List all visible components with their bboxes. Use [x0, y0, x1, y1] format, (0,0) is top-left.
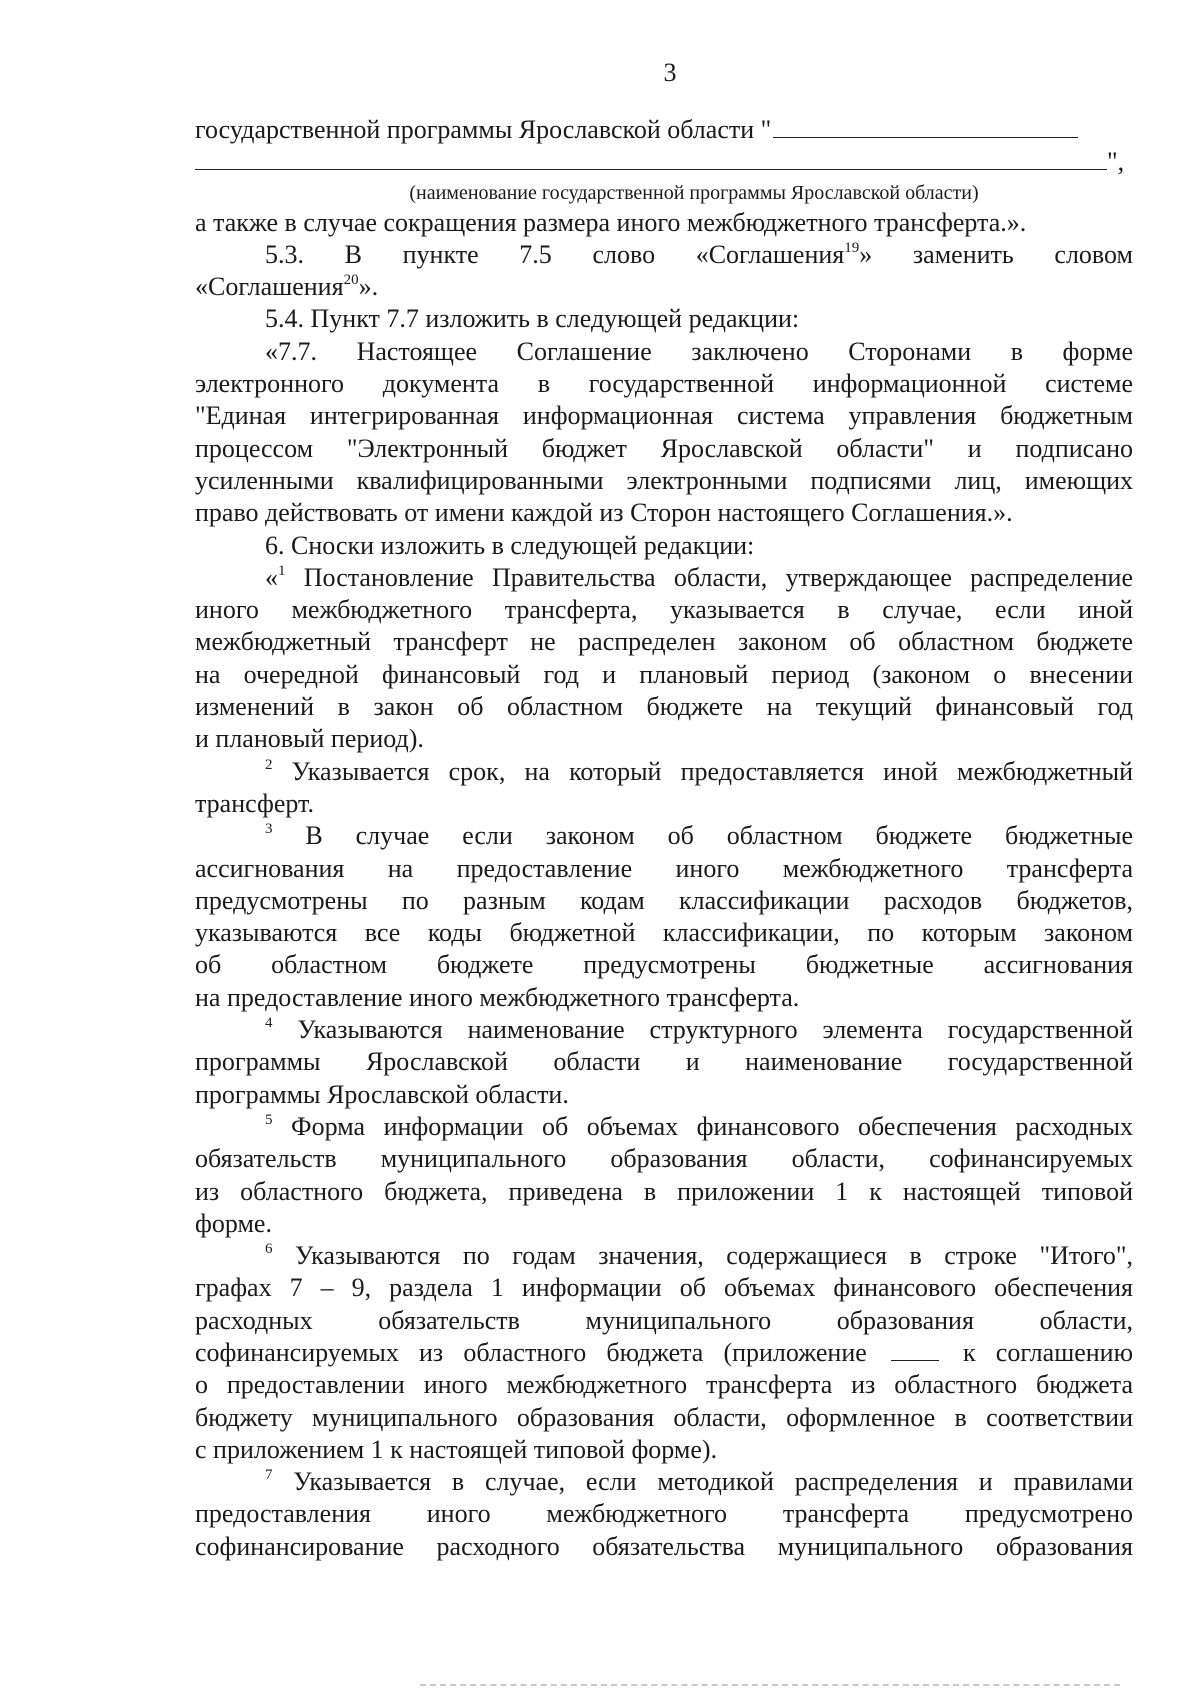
- footnote-mark: 3: [265, 821, 273, 838]
- program-name-blank: [773, 115, 1078, 138]
- text-line: на очередной финансовый год и плановый период (законом о внесении: [195, 659, 1133, 689]
- paragraph-5-3: 5.3. В пункте 7.5 слово «Соглашения$^{19}$» заменить словом: [265, 239, 1133, 269]
- program-name-blank-continued: [195, 159, 1107, 170]
- text-line: электронного документа в государственной информационной системе: [195, 369, 1133, 399]
- text-line: бюджету муниципального образования области, оформленное в соответствии: [195, 1402, 1133, 1432]
- text-line: право действовать от имени каждой из Сторон настоящего Соглашения.».: [195, 498, 1013, 528]
- footnote-ref: 19: [844, 239, 860, 256]
- text-line: государственной программы Ярославской области ": [195, 114, 1133, 146]
- text-line: графах 7 – 9, раздела 1 информации об объемах финансового обеспечения: [195, 1273, 1133, 1303]
- footnote-mark: 5: [265, 1111, 273, 1128]
- text-line: софинансируемых из областного бюджета (приложение к соглашению: [195, 1337, 1134, 1367]
- text-line: иного межбюджетного трансферта, указывается в случае, если иной: [195, 595, 1133, 625]
- text-line: а также в случае сокращения размера иного межбюджетного трансферта.».: [195, 207, 1027, 237]
- text-line: межбюджетный трансферт не распределен законом об областном бюджете: [195, 627, 1133, 657]
- paragraph-7-7: «7.7. Настоящее Соглашение заключено Сторонами в форме: [265, 336, 1133, 366]
- footnote-mark: 7: [265, 1467, 273, 1484]
- footnote-7: $^7$ Указывается в случае, если методикой распределения и правилами: [265, 1467, 1133, 1497]
- text-line: изменений в закон об областном бюджете на текущий финансовый год: [195, 692, 1133, 722]
- footnote-mark: 6: [265, 1241, 273, 1258]
- footnote-mark: 1: [278, 562, 286, 579]
- footnote-1: «$^1$ Постановление Правительства области, утверждающее распределение: [265, 562, 1133, 592]
- text-line: "Единая интегрированная информационная система управления бюджетным: [195, 401, 1133, 431]
- text-line: и плановый период).: [195, 724, 424, 754]
- text-line: об областном бюджете предусмотрены бюджетные ассигнования: [195, 950, 1133, 980]
- text-line: процессом "Электронный бюджет Ярославской области" и подписано: [195, 433, 1133, 463]
- footnote-4: $^4$ Указываются наименование структурного элемента государственной: [265, 1015, 1133, 1045]
- text-line: программы Ярославской области.: [195, 1079, 569, 1109]
- text-line: обязательств муниципального образования области, софинансируемых: [195, 1144, 1133, 1174]
- footnote-3: $^3$ В случае если законом об областном бюджете бюджетные: [265, 821, 1133, 851]
- text-line: из областного бюджета, приведена в приложении 1 к настоящей типовой: [195, 1176, 1133, 1206]
- text-line: ",: [195, 146, 1133, 178]
- text-line: о предоставлении иного межбюджетного трансферта из областного бюджета: [195, 1370, 1133, 1400]
- text-line: расходных обязательств муниципального образования области,: [195, 1305, 1133, 1335]
- text-line: с приложением 1 к настоящей типовой форме).: [195, 1434, 718, 1464]
- text-line: предоставления иного межбюджетного трансферта предусмотрено: [195, 1499, 1133, 1529]
- page-number: 3: [663, 58, 677, 87]
- footnote-ref: 20: [343, 272, 359, 289]
- text-line: «Соглашения$^{20}$».: [195, 272, 379, 302]
- text-line: на предоставление иного межбюджетного трансферта.: [195, 982, 800, 1012]
- text-line: усиленными квалифицированными электронными подписями лиц, имеющих: [195, 465, 1133, 495]
- document-body: [195, 114, 1133, 1563]
- paragraph-5-4: 5.4. Пункт 7.7 изложить в следующей редакции:: [265, 304, 800, 334]
- scan-edge-marks: [420, 1684, 1120, 1689]
- footnote-6: $^6$ Указываются по годам значения, содержащиеся в строке "Итого",: [265, 1241, 1133, 1271]
- footnote-mark: 4: [265, 1015, 273, 1032]
- appendix-number-blank: [891, 1340, 939, 1361]
- footnote-5: $^5$ Форма информации об объемах финансового обеспечения расходных: [265, 1111, 1133, 1141]
- text-line: трансферт.: [195, 788, 314, 818]
- footnote-2: $^2$ Указывается срок, на который предоставляется иной межбюджетный: [265, 756, 1133, 786]
- text-line: предусмотрены по разным кодам классификации расходов бюджетов,: [195, 885, 1133, 915]
- text-line: форме.: [195, 1208, 272, 1238]
- text-line: программы Ярославской области и наименование государственной: [195, 1047, 1133, 1077]
- paragraph-6: 6. Сноски изложить в следующей редакции:: [265, 530, 755, 560]
- footnote-mark: 2: [265, 756, 273, 773]
- blank-caption: (наименование государственной программы Ярославской области): [409, 181, 979, 204]
- text-line: ассигнования на предоставление иного межбюджетного трансферта: [195, 853, 1133, 883]
- text-line: указываются все коды бюджетной классификации, по которым законом: [195, 918, 1133, 948]
- text-line: софинансирование расходного обязательства муниципального образования: [195, 1531, 1133, 1561]
